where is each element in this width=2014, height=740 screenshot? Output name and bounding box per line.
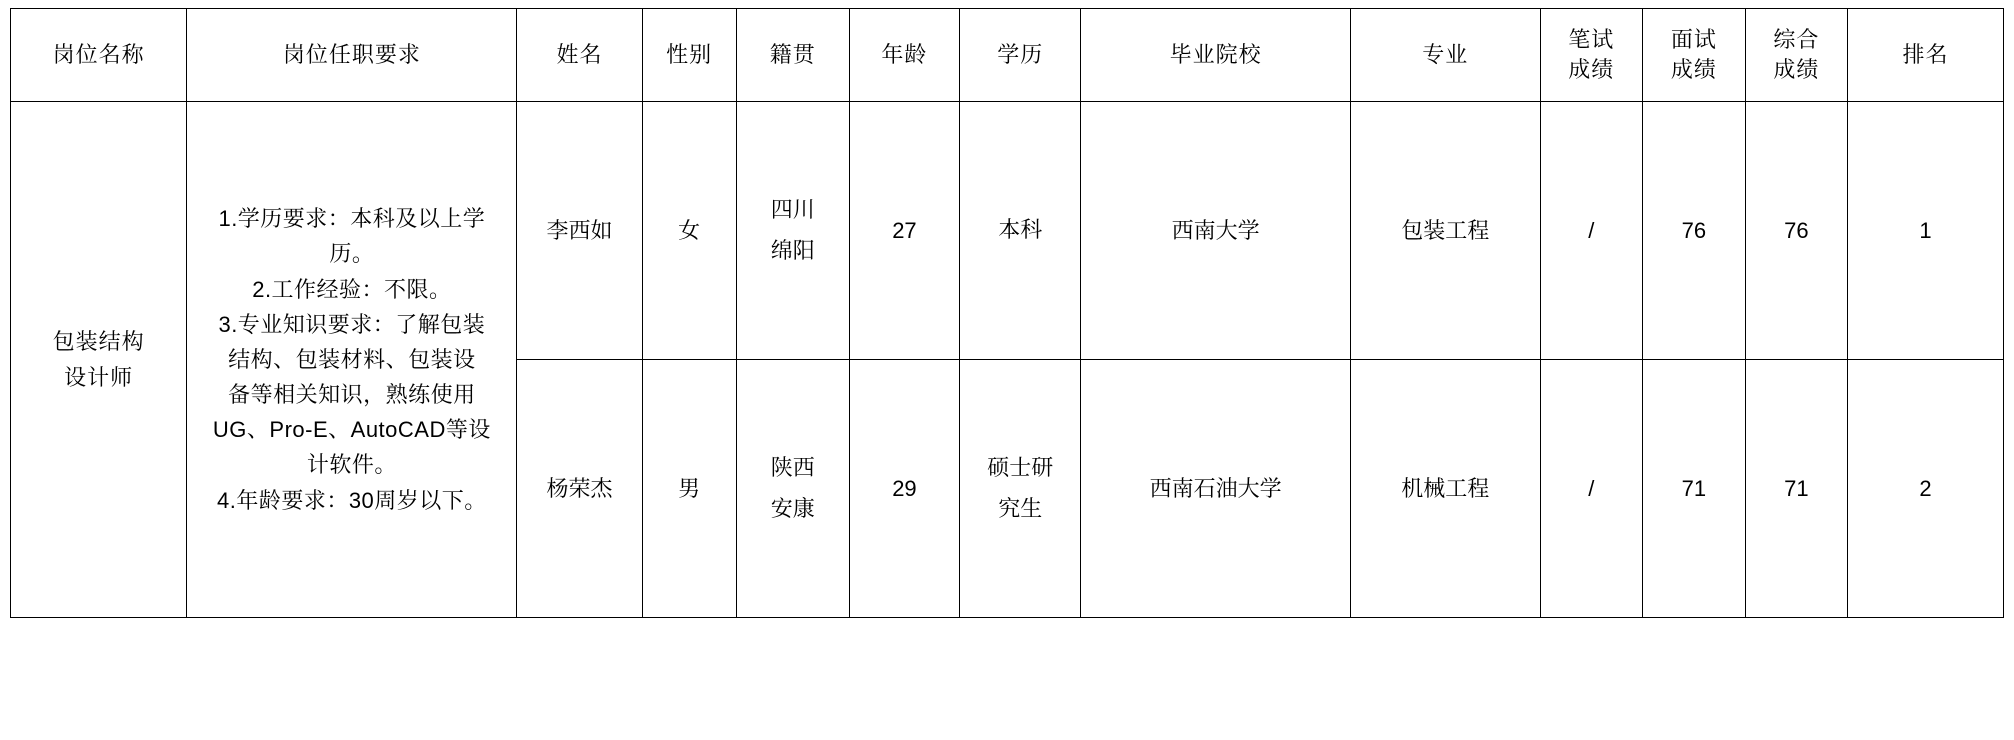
requirement-line: 1.学历要求：本科及以上学 [218,206,486,232]
header-sex-label: 性别 [666,42,713,68]
header-total-score-line1: 综合 [1773,27,1820,53]
header-written-score-line2: 成绩 [1568,57,1615,82]
cell-rank [1848,102,2004,360]
requirement-line: 历。 [329,241,375,267]
header-age [849,9,960,102]
cell-requirements [187,102,517,618]
candidate-major: 包装工程 [1401,217,1490,243]
candidate-education-line1: 硕士研 [987,454,1054,480]
cell-interview-score [1643,360,1746,618]
cell-major [1350,102,1540,360]
candidate-school: 西南石油大学 [1149,475,1282,501]
cell-education [960,102,1081,360]
candidate-written-score: / [1588,475,1595,501]
candidate-sex: 男 [678,475,701,501]
candidate-rank: 2 [1919,475,1932,501]
cell-sex [642,102,736,360]
requirement-line: 4.年龄要求：30周岁以下。 [216,487,487,513]
requirement-line: 2.工作经验：不限。 [252,276,452,302]
cell-name [517,360,642,618]
requirement-line: 计软件。 [306,452,397,478]
candidate-age: 27 [892,217,917,243]
header-school-label: 毕业院校 [1169,42,1262,68]
candidate-total-score: 71 [1784,475,1809,501]
candidate-interview-score: 76 [1681,217,1707,243]
cell-education [960,360,1081,618]
cell-name [517,102,642,360]
cell-major [1350,360,1540,618]
recruitment-results-table [10,8,2004,618]
table-row [11,102,2004,360]
cell-origin [736,360,849,618]
header-interview-score-line2: 成绩 [1670,57,1717,82]
header-total-score [1745,9,1848,102]
header-rank [1848,9,2004,102]
cell-post-name [11,102,187,618]
candidate-major: 机械工程 [1401,475,1490,501]
cell-written-score [1540,360,1643,618]
requirement-line: 结构、包装材料、包装设 [228,346,476,372]
candidate-origin-line1: 四川 [770,196,815,222]
header-age-label: 年龄 [881,42,928,68]
candidate-name: 杨荣杰 [546,475,613,501]
candidate-origin-line2: 绵阳 [770,237,815,263]
cell-age [849,360,960,618]
candidate-interview-score: 71 [1681,475,1707,501]
cell-interview-score [1643,102,1746,360]
candidate-total-score: 76 [1784,217,1809,243]
cell-origin [736,102,849,360]
header-name-label: 姓名 [556,42,603,68]
table-header-row [11,9,2004,102]
post-name-line2: 设计师 [64,364,134,390]
cell-school [1081,360,1351,618]
requirement-line: 3.专业知识要求：了解包装 [218,311,486,337]
header-post-name [11,9,187,102]
header-written-score [1540,9,1643,102]
cell-school [1081,102,1351,360]
header-major-label: 专业 [1422,42,1469,68]
header-post-name-label: 岗位名称 [52,42,145,68]
header-rank-label: 排名 [1902,42,1949,68]
header-education-label: 学历 [997,42,1044,68]
header-major [1350,9,1540,102]
header-origin [736,9,849,102]
cell-age [849,102,960,360]
candidate-written-score: / [1588,217,1595,243]
header-name [517,9,642,102]
cell-total-score [1745,102,1848,360]
candidate-age: 29 [892,475,917,501]
header-total-score-line2: 成绩 [1773,57,1820,82]
header-written-score-line1: 笔试 [1568,27,1615,53]
cell-rank [1848,360,2004,618]
candidate-education-line2: 究生 [998,495,1043,521]
cell-total-score [1745,360,1848,618]
cell-written-score [1540,102,1643,360]
header-requirements [187,9,517,102]
header-interview-score-line1: 面试 [1670,27,1717,53]
cell-sex [642,360,736,618]
header-education [960,9,1081,102]
candidate-rank: 1 [1919,217,1932,243]
candidate-school: 西南大学 [1171,217,1260,243]
header-origin-label: 籍贯 [769,42,816,68]
candidate-name: 李西如 [546,217,613,243]
candidate-origin-line1: 陕西 [770,454,815,480]
candidate-education-line1: 本科 [998,217,1043,243]
header-requirements-label: 岗位任职要求 [282,42,421,68]
header-school [1081,9,1351,102]
requirement-line: UG、Pro-E、AutoCAD等设 [212,417,491,443]
post-name-line1: 包装结构 [52,329,145,355]
header-interview-score [1643,9,1746,102]
candidate-sex: 女 [678,217,701,243]
candidate-origin-line2: 安康 [770,495,815,521]
requirement-line: 备等相关知识，熟练使用 [228,382,476,408]
header-sex [642,9,736,102]
